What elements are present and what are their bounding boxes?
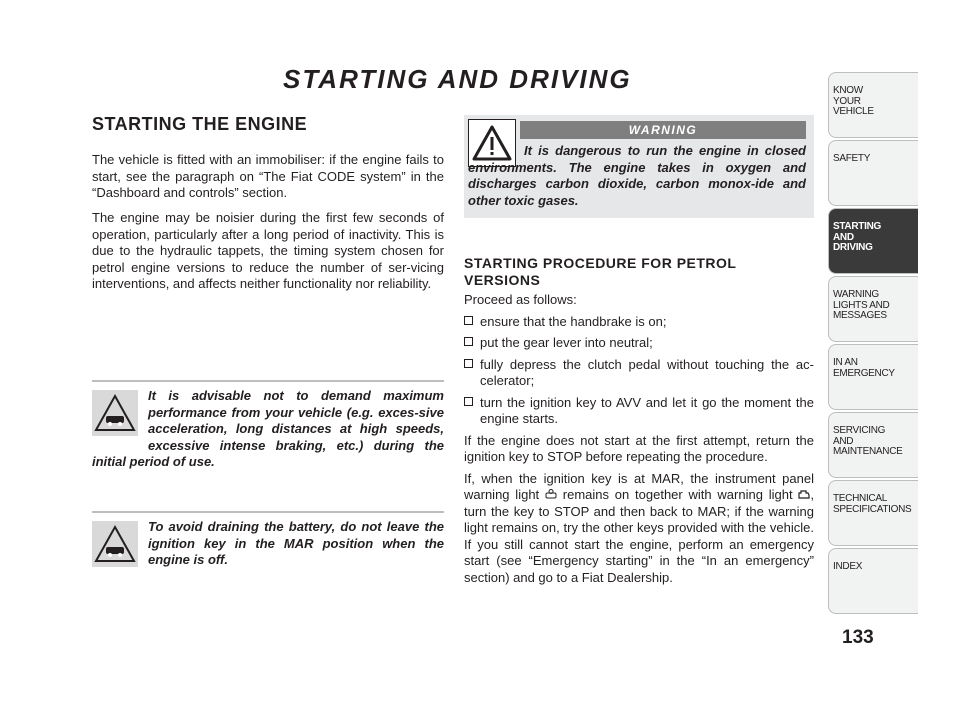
procedure-intro: Proceed as follows:: [464, 292, 577, 307]
checkbox-bullet-icon: [464, 397, 473, 406]
battery-note: [92, 511, 444, 569]
car-note-icon: [92, 390, 138, 436]
section-title: STARTING THE ENGINE: [92, 114, 308, 134]
list-item: ensure that the handbrake is on;: [464, 314, 814, 331]
engine-warning-light-icon: [798, 488, 810, 499]
subsection-title: STARTING PROCEDURE FOR PETROL VERSIONS: [464, 255, 737, 288]
checkbox-bullet-icon: [464, 337, 473, 346]
sidebar-nav: [828, 72, 918, 616]
list-item: fully depress the clutch pedal without touching the ac-celerator;: [464, 357, 814, 390]
procedure-steps: [464, 314, 814, 428]
tab-warning-lights[interactable]: WARNING LIGHTS AND MESSAGES: [828, 276, 918, 342]
tab-starting-and-driving[interactable]: STARTING AND DRIVING: [828, 208, 918, 274]
warning-text: It is dangerous to run the engine in closed environments. The engine takes in oxygen and discharges carbon dioxide, carbon monox-ide and other toxic gases.: [468, 143, 806, 208]
immobiliser-warning-light-icon: [545, 488, 557, 499]
performance-note-text: It is advisable not to demand maximum performance from your vehicle (e.g. exces-sive acceleration, long distances at high speeds, excessive intense braking, etc.) during the initial period of use.: [92, 388, 444, 469]
checkbox-bullet-icon: [464, 359, 473, 368]
performance-note: [92, 380, 444, 471]
warning-light-paragraph: If, when the ignition key is at MAR, the instrument panel warning light remains on together with warning light , turn the key to STOP and then back to MAR; if the warning light remains on, try the other keys provided with the vehicle. If you still cannot start the engine, perform an emergency start (see “Emergency starting” in the “In an emergency” section) and go to a Fiat Dealership.: [464, 470, 814, 585]
procedure: [464, 292, 814, 586]
list-item: turn the ignition key to AVV and let it go the moment the engine starts.: [464, 395, 814, 428]
tab-index[interactable]: INDEX: [828, 548, 918, 614]
warning-box: [464, 115, 814, 218]
tab-in-an-emergency[interactable]: IN AN EMERGENCY: [828, 344, 918, 410]
checkbox-bullet-icon: [464, 316, 473, 325]
battery-note-text: To avoid draining the battery, do not leave the ignition key in the MAR position when the engine is off.: [148, 519, 444, 567]
noise-paragraph: The engine may be noisier during the first few seconds of operation, particularly after a long period of inactivity. This is due to the hydraulic tappets, the timing system chosen for petrol engine versions to reduce the number of ser-vicing interventions, and affects neither functionality nor reliability.: [92, 210, 444, 291]
tab-technical-specifications[interactable]: TECHNICAL SPECIFICATIONS: [828, 480, 918, 546]
car-note-icon: [92, 521, 138, 567]
page-number: 133: [842, 627, 874, 648]
warning-label: WARNING: [520, 121, 806, 139]
tab-servicing[interactable]: SERVICING AND MAINTENANCE: [828, 412, 918, 478]
list-item: put the gear lever into neutral;: [464, 335, 814, 352]
intro-paragraph: The vehicle is fitted with an immobiliser: if the engine fails to start, see the paragraph on “The Fiat CODE system” in the “Dashboard and controls” section.: [92, 152, 444, 200]
page-title: STARTING AND DRIVING: [283, 64, 632, 94]
tab-safety[interactable]: SAFETY: [828, 140, 918, 206]
retry-paragraph: If the engine does not start at the first attempt, return the ignition key to STOP before repeating the procedure.: [464, 432, 814, 464]
tab-know-your-vehicle[interactable]: KNOW YOUR VEHICLE: [828, 72, 918, 138]
